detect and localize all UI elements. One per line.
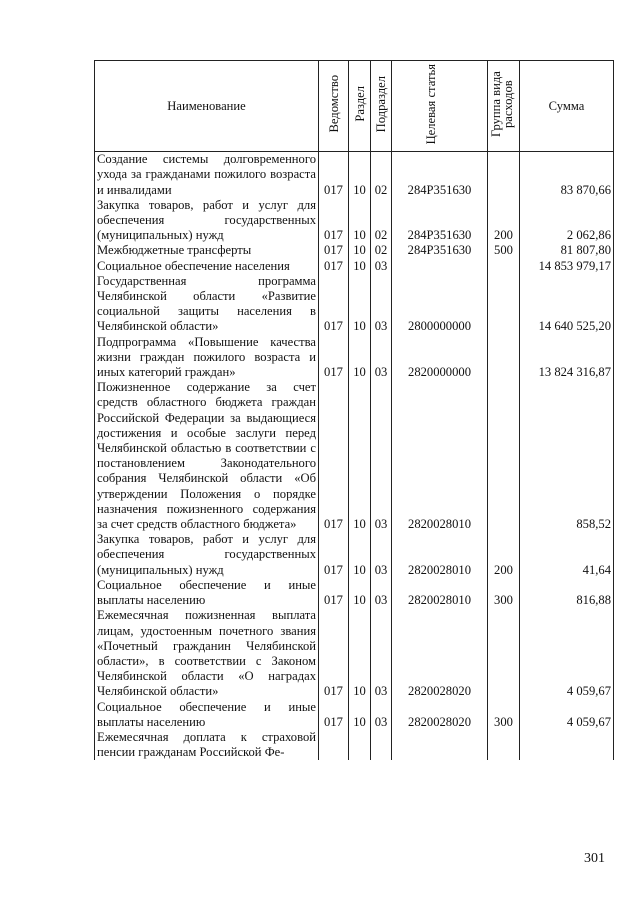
table-row	[95, 578, 614, 608]
table-row	[95, 335, 614, 381]
row-sum: 83 870,66	[520, 152, 614, 198]
row-sum	[520, 730, 614, 760]
row-section	[349, 730, 371, 760]
row-expense-group: 200	[488, 532, 520, 578]
row-expense-group	[488, 608, 520, 699]
row-subsection: 03	[371, 380, 392, 532]
row-dept: 017	[319, 259, 349, 274]
row-target: 284P351630	[392, 152, 488, 198]
page-number: 301	[584, 851, 605, 866]
row-name: Ежемесячная пожизненная выплата лицам, удостоенным почетного звания «Почетный гражданин Челябинской области», в соответствии с Законом Челябинской области «О наградах Челябинской области»	[95, 608, 319, 699]
row-sum: 858,52	[520, 380, 614, 532]
row-subsection: 03	[371, 608, 392, 699]
row-section: 10	[349, 152, 371, 198]
row-name: Создание системы долговременного ухода за гражданами пожилого возраста и инвалидами	[95, 152, 319, 198]
row-section: 10	[349, 274, 371, 335]
row-name: Социальное обеспечение населения	[95, 259, 319, 274]
table-row	[95, 380, 614, 532]
row-dept: 017	[319, 152, 349, 198]
header-sum: Сумма	[520, 61, 614, 152]
row-subsection: 03	[371, 259, 392, 274]
row-name: Государственная программа Челябинской области «Развитие социальной защиты населения в Челябинской области»	[95, 274, 319, 335]
row-section: 10	[349, 578, 371, 608]
row-dept: 017	[319, 274, 349, 335]
row-dept: 017	[319, 380, 349, 532]
row-section: 10	[349, 335, 371, 381]
header-subsection: Подраздел	[371, 61, 392, 152]
row-section: 10	[349, 243, 371, 258]
row-target: 284P351630	[392, 243, 488, 258]
row-target	[392, 730, 488, 760]
row-sum: 4 059,67	[520, 700, 614, 730]
row-expense-group: 200	[488, 198, 520, 244]
row-name: Социальное обеспечение и иные выплаты населению	[95, 578, 319, 608]
row-expense-group: 300	[488, 578, 520, 608]
row-subsection: 02	[371, 198, 392, 244]
table-header	[95, 61, 614, 152]
row-target	[392, 259, 488, 274]
row-sum: 81 807,80	[520, 243, 614, 258]
row-name: Закупка товаров, работ и услуг для обеспечения государственных (муниципальных) нужд	[95, 532, 319, 578]
row-expense-group: 500	[488, 243, 520, 258]
row-target: 2820028020	[392, 608, 488, 699]
row-target: 2820028020	[392, 700, 488, 730]
row-subsection: 03	[371, 700, 392, 730]
row-target: 2820028010	[392, 578, 488, 608]
row-sum: 41,64	[520, 532, 614, 578]
table-row	[95, 532, 614, 578]
header-name: Наименование	[95, 61, 319, 152]
row-name: Социальное обеспечение и иные выплаты населению	[95, 700, 319, 730]
row-sum: 14 640 525,20	[520, 274, 614, 335]
table-row	[95, 243, 614, 258]
row-name: Пожизненное содержание за счет средств областного бюджета граждан Российской Федерации за выдающиеся достижения и особые заслуги перед Челябинской областью в соответствии с постановлением Законодательного собрания Челябинской области «Об утверждении Положения о порядке назначения пожизненного содержания за счет средств областного бюджета»	[95, 380, 319, 532]
row-name: Межбюджетные трансферты	[95, 243, 319, 258]
table-row	[95, 700, 614, 730]
row-section: 10	[349, 532, 371, 578]
row-target: 2820028010	[392, 380, 488, 532]
row-name: Закупка товаров, работ и услуг для обеспечения государственных (муниципальных) нужд	[95, 198, 319, 244]
table-row	[95, 198, 614, 244]
row-expense-group: 300	[488, 700, 520, 730]
row-name: Ежемесячная доплата к страховой пенсии гражданам Российской Фе-	[95, 730, 319, 760]
table-row	[95, 259, 614, 274]
budget-table	[94, 60, 614, 760]
row-subsection: 02	[371, 243, 392, 258]
row-subsection: 03	[371, 274, 392, 335]
header-dept: Ведомство	[319, 61, 349, 152]
row-dept	[319, 730, 349, 760]
row-dept: 017	[319, 198, 349, 244]
row-dept: 017	[319, 608, 349, 699]
table-row	[95, 608, 614, 699]
header-target: Целевая статья	[392, 61, 488, 152]
table-body	[95, 152, 614, 761]
row-name: Подпрограмма «Повышение качества жизни граждан пожилого возраста и иных категорий граждан»	[95, 335, 319, 381]
row-subsection: 03	[371, 578, 392, 608]
row-subsection: 02	[371, 152, 392, 198]
row-target: 2820000000	[392, 335, 488, 381]
row-dept: 017	[319, 335, 349, 381]
row-expense-group	[488, 380, 520, 532]
row-section: 10	[349, 198, 371, 244]
header-section: Раздел	[349, 61, 371, 152]
row-expense-group	[488, 274, 520, 335]
row-subsection: 03	[371, 532, 392, 578]
row-section: 10	[349, 608, 371, 699]
row-sum: 2 062,86	[520, 198, 614, 244]
row-section: 10	[349, 700, 371, 730]
row-sum: 14 853 979,17	[520, 259, 614, 274]
row-target: 2800000000	[392, 274, 488, 335]
row-section: 10	[349, 380, 371, 532]
row-dept: 017	[319, 700, 349, 730]
row-section: 10	[349, 259, 371, 274]
header-expense-group: Группа вида расходов	[488, 61, 520, 152]
table-row	[95, 730, 614, 760]
row-dept: 017	[319, 578, 349, 608]
row-sum: 816,88	[520, 578, 614, 608]
row-sum: 13 824 316,87	[520, 335, 614, 381]
row-expense-group	[488, 259, 520, 274]
row-sum: 4 059,67	[520, 608, 614, 699]
row-subsection: 03	[371, 335, 392, 381]
row-subsection	[371, 730, 392, 760]
row-dept: 017	[319, 532, 349, 578]
row-expense-group	[488, 152, 520, 198]
table-row	[95, 274, 614, 335]
table-row	[95, 152, 614, 198]
row-expense-group	[488, 335, 520, 381]
row-target: 2820028010	[392, 532, 488, 578]
row-expense-group	[488, 730, 520, 760]
row-target: 284P351630	[392, 198, 488, 244]
row-dept: 017	[319, 243, 349, 258]
